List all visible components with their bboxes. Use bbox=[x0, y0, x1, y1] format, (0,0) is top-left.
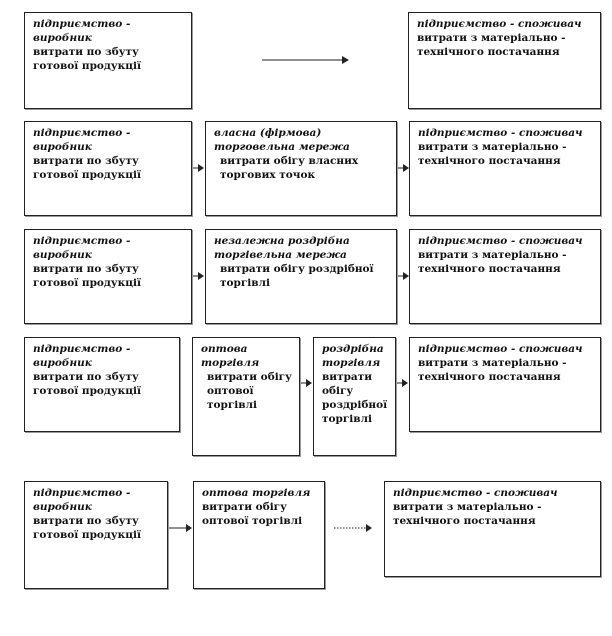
s2-middle-role: власна (фірмова) торговельна мережа bbox=[214, 127, 350, 153]
s1-producer-box bbox=[24, 12, 192, 109]
s2-producer-role: підприємство - виробник bbox=[33, 127, 131, 153]
s5-producer-cost: витрати по збуту готової продукції bbox=[33, 515, 141, 541]
s4-retail-role: роздрібна торгівля bbox=[322, 343, 384, 369]
s1-producer-role: підприємство - виробник bbox=[33, 18, 131, 44]
s1-consumer-role: підприємство - споживач bbox=[417, 18, 582, 30]
s5-arrow-producer-wholesale bbox=[169, 522, 193, 534]
s2-producer-box bbox=[24, 121, 192, 216]
s3-producer-cost: витрати по збуту готової продукції bbox=[33, 263, 141, 289]
s5-consumer-cost: витрати з матеріально - технічного постачання bbox=[393, 501, 542, 527]
s3-producer-role: підприємство - виробник bbox=[33, 235, 131, 261]
s2-producer-cost: витрати по збуту готової продукції bbox=[33, 155, 141, 181]
s4-consumer-box bbox=[409, 337, 601, 432]
s4-wholesale-cost: витрати обігу оптової торгівлі bbox=[207, 371, 292, 411]
s3-middle-role: незалежна роздрібна торгівельна мережа bbox=[214, 235, 350, 261]
s1-arrow-producer-consumer bbox=[262, 53, 350, 67]
s5-arrow-wholesale-consumer bbox=[334, 522, 374, 534]
s3-consumer-role: підприємство - споживач bbox=[418, 235, 583, 247]
s2-middle-cost: витрати обігу власних торгових точок bbox=[220, 155, 359, 181]
s2-consumer-role: підприємство - споживач bbox=[418, 127, 583, 139]
s3-arrow-producer-middle bbox=[193, 270, 205, 282]
s4-arrow-wholesale-retail bbox=[301, 377, 313, 389]
s3-producer-box bbox=[24, 229, 192, 324]
s4-wholesale-box bbox=[192, 337, 300, 456]
s4-retail-cost: витрати обігу роздрібної торгівлі bbox=[322, 371, 388, 425]
s2-arrow-producer-middle bbox=[193, 162, 205, 174]
s3-consumer-box bbox=[409, 229, 601, 324]
s5-wholesale-cost: витрати обігу оптової торгівлі bbox=[202, 501, 303, 527]
s2-consumer-box bbox=[409, 121, 601, 216]
s1-consumer-cost: витрати з матеріально - технічного постачання bbox=[417, 32, 566, 58]
s4-producer-cost: витрати по збуту готової продукції bbox=[33, 371, 141, 397]
s4-consumer-cost: витрати з матеріально - технічного постачання bbox=[418, 357, 567, 383]
s3-middle-box bbox=[205, 229, 397, 324]
s2-middle-box bbox=[205, 121, 397, 216]
s5-producer-role: підприємство - виробник bbox=[33, 487, 131, 513]
s5-consumer-box bbox=[384, 481, 601, 577]
s4-producer-box bbox=[24, 337, 180, 432]
s4-producer-role: підприємство - виробник bbox=[33, 343, 131, 369]
s4-wholesale-role: оптова торгівля bbox=[201, 343, 260, 369]
s2-consumer-cost: витрати з матеріально - технічного постачання bbox=[418, 141, 567, 167]
s5-wholesale-box bbox=[193, 481, 325, 589]
s4-arrow-retail-consumer bbox=[397, 377, 409, 389]
s5-wholesale-role: оптова торгівля bbox=[202, 487, 311, 499]
s3-consumer-cost: витрати з матеріально - технічного постачання bbox=[418, 249, 567, 275]
s3-middle-cost: витрати обігу роздрібної торгівлі bbox=[220, 263, 374, 289]
s1-consumer-box bbox=[408, 12, 601, 109]
s1-producer-cost: витрати по збуту готової продукції bbox=[33, 46, 141, 72]
s4-consumer-role: підприємство - споживач bbox=[418, 343, 583, 355]
s5-producer-box bbox=[24, 481, 168, 589]
s4-retail-box bbox=[313, 337, 396, 456]
s5-consumer-role: підприємство - споживач bbox=[393, 487, 558, 499]
